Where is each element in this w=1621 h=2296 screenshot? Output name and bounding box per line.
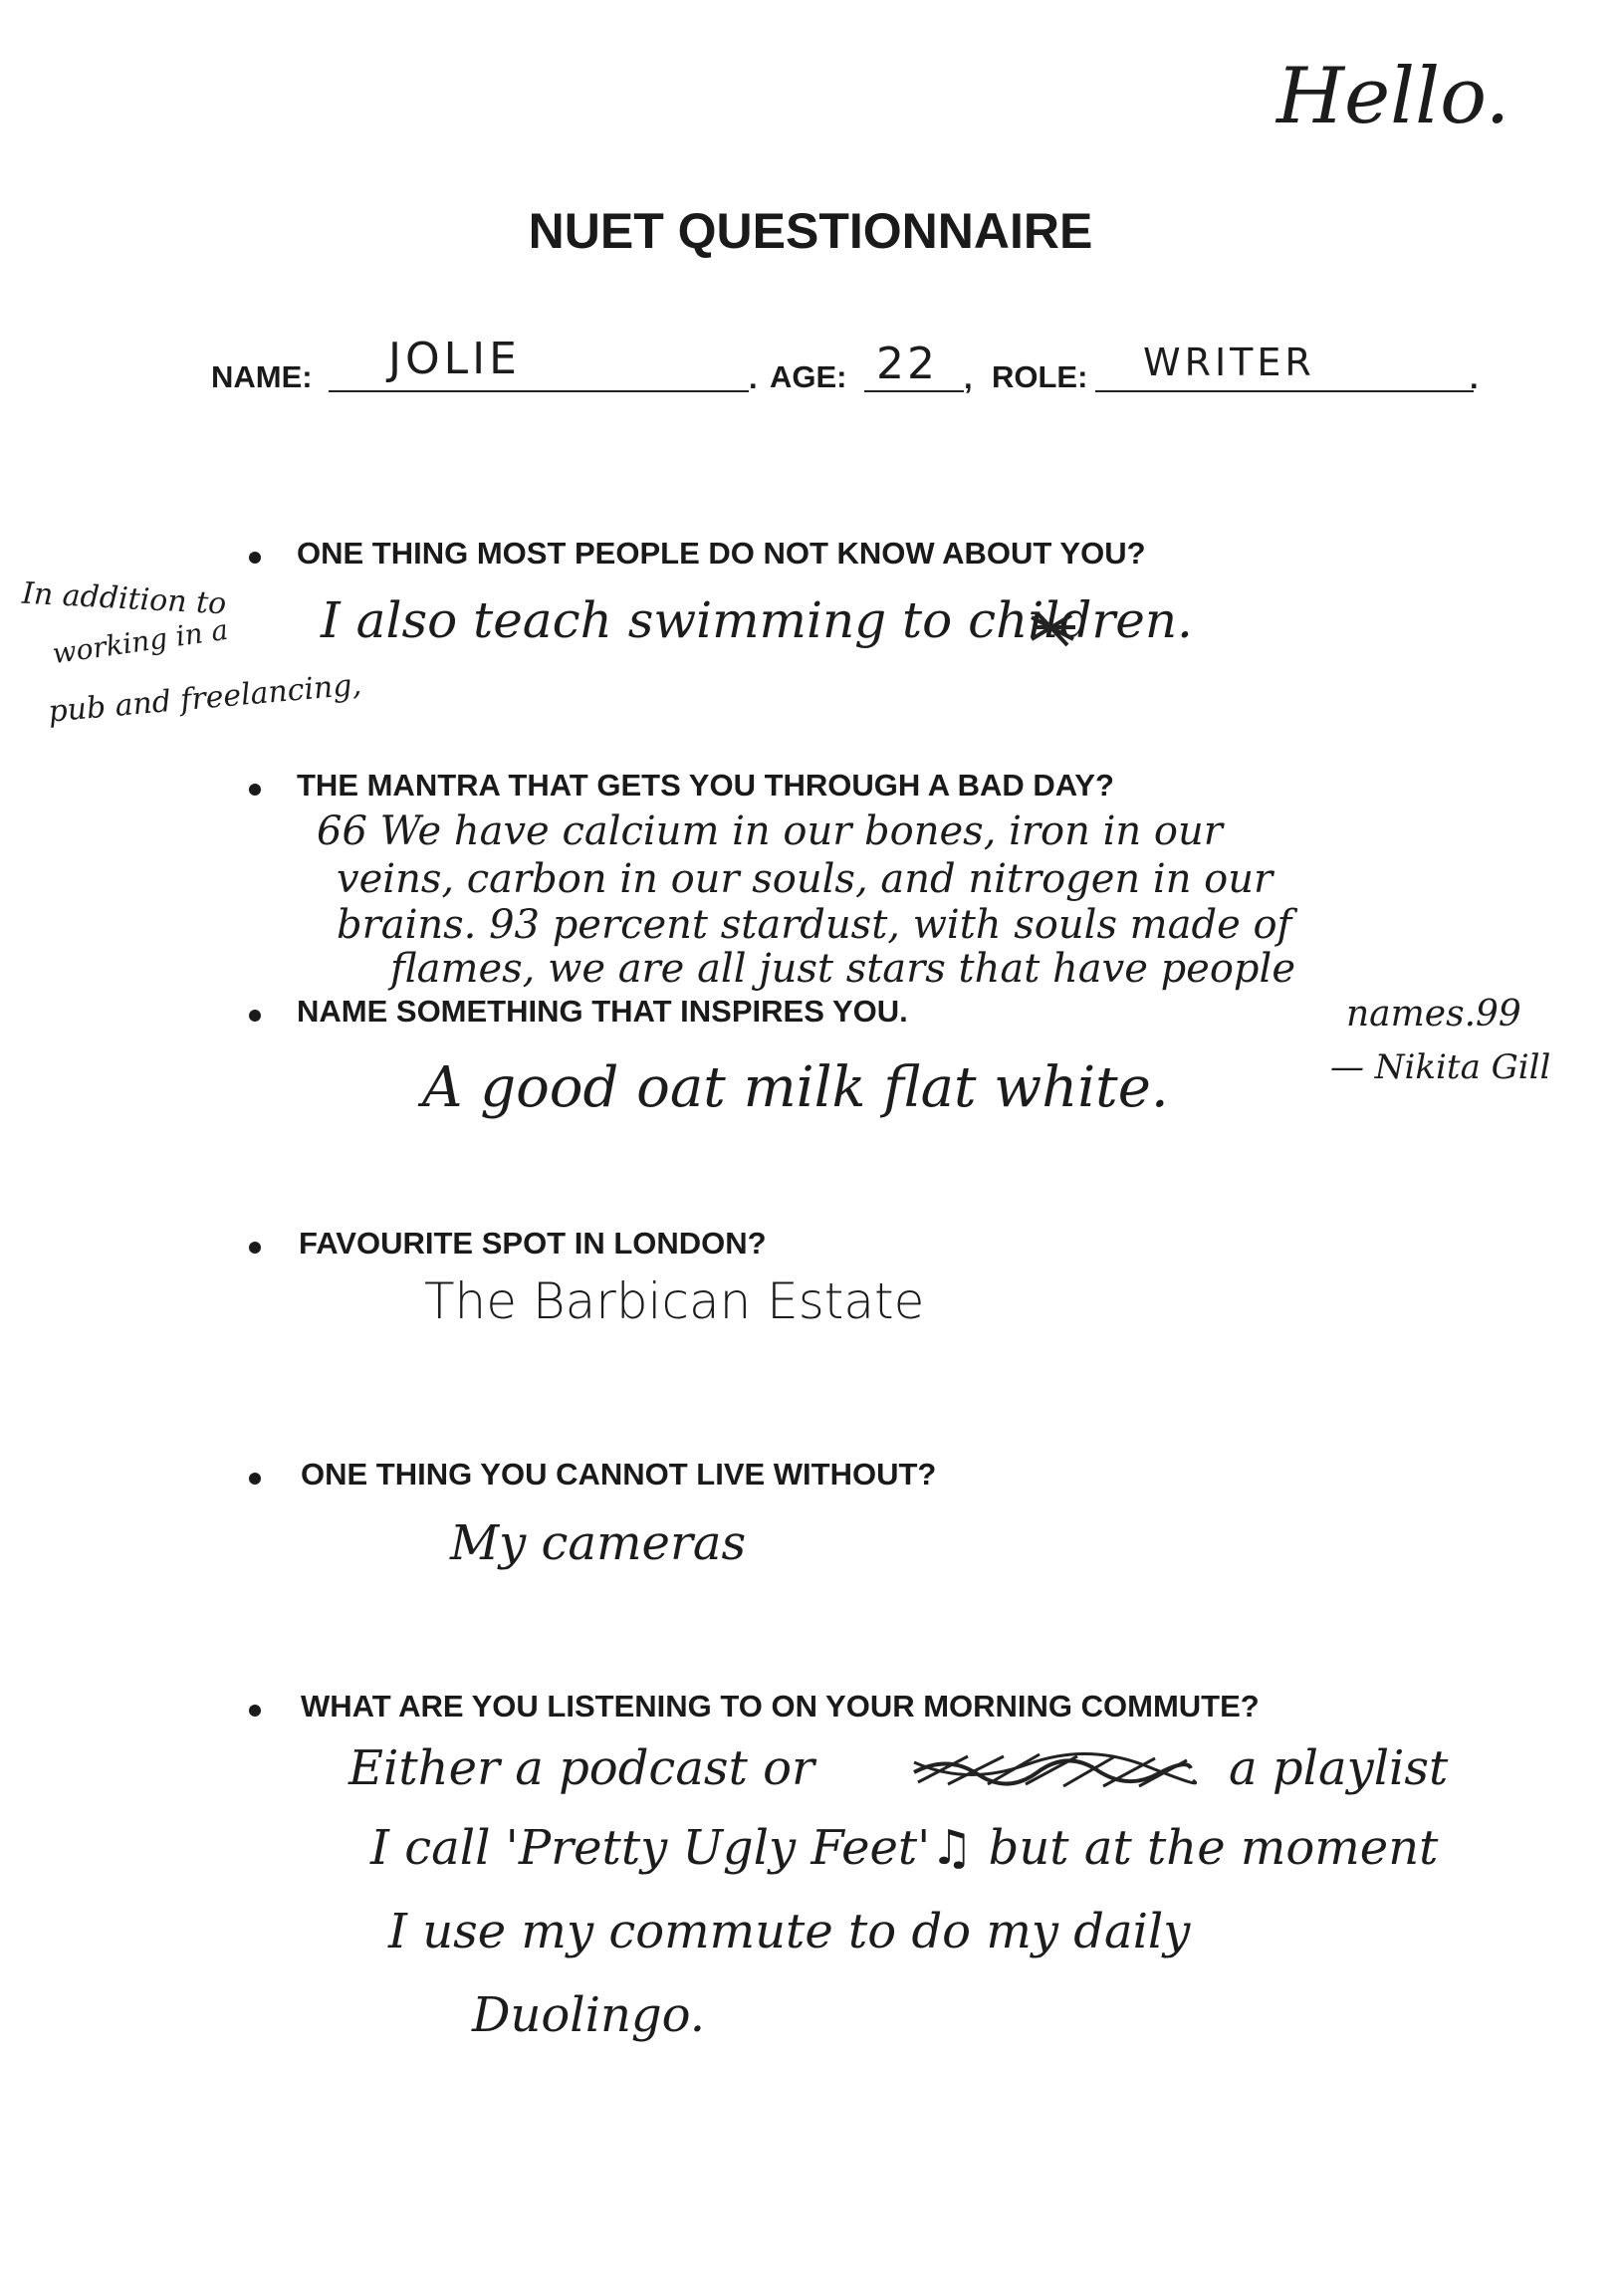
bullet xyxy=(249,1010,261,1022)
greeting-handwritten: Hello. xyxy=(1276,52,1510,141)
bullet xyxy=(249,1473,261,1485)
answer-6-line-1b: a playlist xyxy=(1229,1740,1449,1796)
name-period: . xyxy=(749,360,758,395)
answer-1: I also teach swimming to children. xyxy=(321,591,1193,649)
question-6: WHAT ARE YOU LISTENING TO ON YOUR MORNING COMMUTE? xyxy=(301,1689,1260,1723)
margin-note-line-3: pub and freelancing, xyxy=(47,667,363,730)
answer-2-line-4: flames, we are all just stars that have people xyxy=(390,946,1296,992)
answer-6-line-4: Duolingo. xyxy=(472,1987,705,2043)
question-5: ONE THING YOU CANNOT LIVE WITHOUT? xyxy=(301,1457,937,1492)
answer-6-line-3: I use my commute to do my daily xyxy=(388,1904,1191,1959)
age-value: 22 xyxy=(876,339,938,389)
question-3: NAME SOMETHING THAT INSPIRES YOU. xyxy=(297,994,908,1029)
question-2: THE MANTRA THAT GETS YOU THROUGH A BAD DAY? xyxy=(297,768,1114,803)
name-label: NAME: xyxy=(211,359,313,394)
answer-6-line-1a: Either a podcast or xyxy=(348,1740,814,1796)
bullet xyxy=(249,1705,261,1717)
role-label: ROLE: xyxy=(992,359,1088,394)
bullet xyxy=(249,1242,261,1254)
age-underline xyxy=(864,390,964,392)
question-4: FAVOURITE SPOT IN LONDON? xyxy=(299,1226,767,1261)
margin-note-line-2: working in a xyxy=(50,612,231,671)
answer-2-line-3: brains. 93 percent stardust, with souls made of xyxy=(337,902,1292,948)
role-underline xyxy=(1095,390,1474,392)
answer-6-line-2: I call 'Pretty Ugly Feet'♫ but at the moment xyxy=(370,1820,1439,1876)
page-title: NUET QUESTIONNAIRE xyxy=(528,203,1093,259)
bullet xyxy=(249,784,261,796)
bullet xyxy=(249,552,261,564)
age-period: , xyxy=(964,360,973,395)
name-value: JOLIE xyxy=(388,334,521,384)
answer-2-attribution: — Nikita Gill xyxy=(1330,1047,1551,1087)
crossed-out-scribble xyxy=(1028,609,1079,649)
answer-4: The Barbican Estate xyxy=(424,1272,925,1330)
margin-note-line-1: In addition to xyxy=(21,575,228,622)
answer-2-line-1: 66 We have calcium in our bones, iron in our xyxy=(317,808,1223,854)
crossed-out-word xyxy=(908,1742,1197,1798)
answer-3: A good oat milk flat white. xyxy=(422,1055,1169,1120)
question-1: ONE THING MOST PEOPLE DO NOT KNOW ABOUT YOU? xyxy=(297,536,1146,571)
role-period: . xyxy=(1470,360,1479,395)
answer-2-line-2: veins, carbon in our souls, and nitrogen in our xyxy=(337,856,1274,902)
name-underline xyxy=(329,390,749,392)
role-value: WRITER xyxy=(1143,341,1315,384)
answer-5: My cameras xyxy=(450,1515,747,1571)
answer-2-line-5: names.99 xyxy=(1346,994,1521,1034)
age-label: AGE: xyxy=(770,359,847,394)
